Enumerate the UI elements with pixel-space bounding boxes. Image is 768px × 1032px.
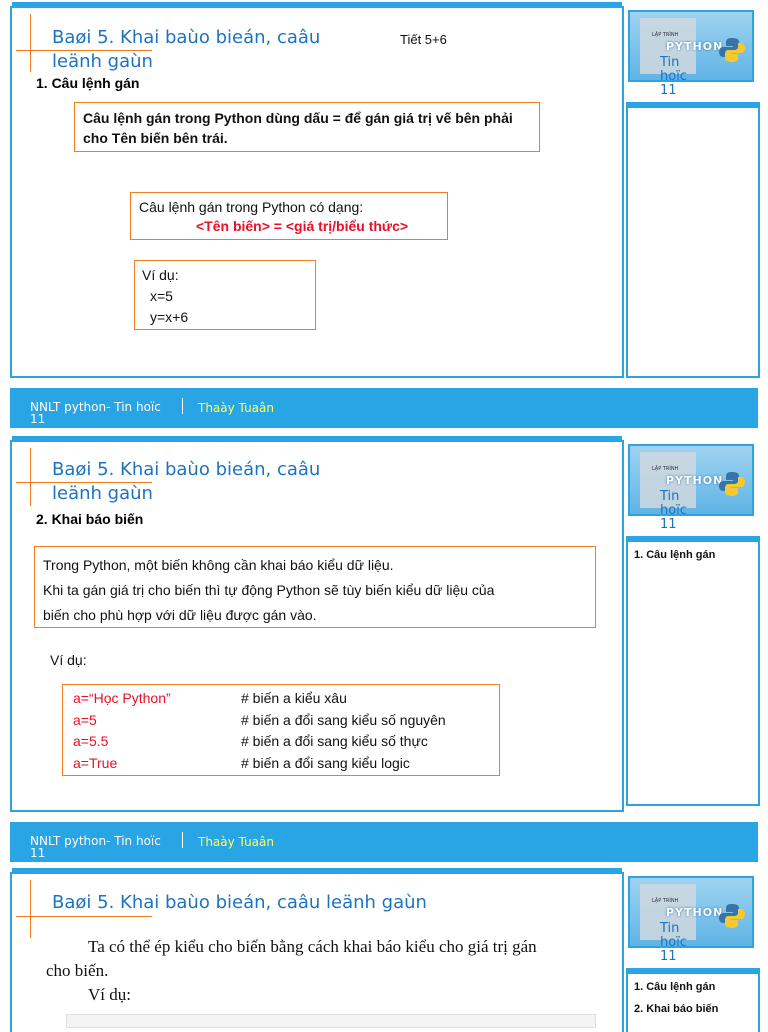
- logo-subject: Tin hoïc 11: [660, 489, 687, 532]
- slide-2-example-label: Ví dụ:: [50, 652, 87, 668]
- example-code: a=True: [73, 754, 118, 771]
- slide-3-paragraph-line2: cho biến.: [46, 961, 109, 980]
- slide-3-title-cross-vertical: [30, 880, 31, 938]
- slide-3-code-box: [66, 1014, 596, 1028]
- slide-1-footer: [10, 388, 758, 428]
- example-comment: # biến a đổi sang kiểu số thực: [241, 733, 428, 749]
- logo-python-text: PYTHON: [666, 906, 724, 919]
- slide-2-outline-panel: [626, 540, 760, 806]
- example-line: y=x+6: [150, 309, 189, 325]
- logo-python-text: PYTHON: [666, 474, 724, 487]
- example-code: a=“Học Python”: [73, 690, 171, 706]
- slide-2-heading: 2. Khai báo biến: [36, 511, 144, 527]
- slide-2-title-line1: Baøi 5. Khai baùo bieán, caâu: [52, 459, 321, 480]
- definition-text: Câu lệnh gán trong Python dùng dấu = để gán giá trị vế bên phải cho Tên biến bên trái.: [83, 110, 513, 146]
- example-row: [73, 688, 489, 710]
- slide-3-paragraph-line1: Ta có thể ép kiểu cho biến bằng cách khai báo kiểu cho giá trị gán: [88, 937, 537, 956]
- declaration-line: Trong Python, một biến không cần khai báo kiểu dữ liệu.: [43, 557, 394, 573]
- slide-1-title-line2: leänh gaùn: [52, 51, 153, 72]
- outline-item[interactable]: 1. Câu lệnh gán: [634, 549, 716, 561]
- slide-1-title-line1: Baøi 5. Khai baùo bieán, caâu: [52, 27, 321, 48]
- example-row: [73, 753, 489, 775]
- example-code: a=5: [73, 711, 97, 728]
- python-logo-icon: [718, 902, 746, 930]
- outline-item[interactable]: 1. Câu lệnh gán: [634, 981, 716, 993]
- syntax-box: [130, 192, 448, 240]
- logo-small-text: LẬP TRÌNH: [652, 898, 679, 904]
- footer-teacher: Thaày Tuaân: [198, 835, 274, 849]
- slide-2-title-cross-vertical: [30, 448, 31, 506]
- logo-small-text: LẬP TRÌNH: [652, 32, 679, 38]
- slide-3-example-label: Ví dụ:: [88, 985, 131, 1004]
- declaration-box: [34, 546, 596, 628]
- slide-3-title-cross-horizontal: [16, 916, 152, 917]
- outline-item[interactable]: 2. Khai báo biến: [634, 1003, 719, 1015]
- logo-subject: Tin hoïc 11: [660, 921, 687, 964]
- example-row: [73, 731, 489, 753]
- example-row: [73, 710, 489, 732]
- slide-1-logo: [628, 10, 754, 98]
- example-code: a=5.5: [73, 733, 109, 749]
- example-box-1: [134, 260, 316, 330]
- declaration-line: biến cho phù hợp với dữ liệu được gán vào.: [43, 607, 317, 623]
- syntax-form: <Tên biến> = <giá trị/biểu thức>: [196, 218, 409, 234]
- slide-1-outline-panel: [626, 106, 760, 378]
- slide-3-outline-panel: [626, 972, 760, 1032]
- slide-2-title-line2: leänh gaùn: [52, 483, 153, 504]
- example-comment: # biến a kiểu xâu: [241, 690, 347, 706]
- footer-course: NNLT python- Tin hoïc 11: [30, 400, 161, 426]
- footer-separator: [182, 832, 183, 848]
- example-line: x=5: [150, 288, 173, 304]
- python-logo-icon: [718, 470, 746, 498]
- example-box-2: [62, 684, 500, 776]
- example-comment: # biến a đổi sang kiểu logic: [241, 754, 410, 771]
- definition-box: [74, 102, 540, 152]
- slide-3-logo: [628, 876, 754, 964]
- logo-python-text: PYTHON: [666, 40, 724, 53]
- slide-2-logo: [628, 444, 754, 532]
- slide-2-footer: [10, 822, 758, 862]
- logo-subject: Tin hoïc 11: [660, 55, 687, 98]
- footer-course: NNLT python- Tin hoïc 11: [30, 834, 161, 860]
- example-comment: # biến a đổi sang kiểu số nguyên: [241, 711, 446, 728]
- slide-1-title-cross-vertical: [30, 14, 31, 72]
- syntax-intro: Câu lệnh gán trong Python có dạng:: [139, 199, 364, 215]
- slide-1-heading: 1. Câu lệnh gán: [36, 75, 140, 91]
- example-label: Ví dụ:: [142, 267, 179, 283]
- footer-separator: [182, 398, 183, 414]
- footer-teacher: Thaày Tuaân: [198, 401, 274, 415]
- logo-small-text: LẬP TRÌNH: [652, 466, 679, 472]
- python-logo-icon: [718, 36, 746, 64]
- declaration-line: Khi ta gán giá trị cho biến thì tự động Python sẽ tùy biến kiểu dữ liệu của: [43, 582, 495, 598]
- slide-3-title: Baøi 5. Khai baùo bieán, caâu leänh gaùn: [52, 892, 427, 913]
- lesson-period: Tiết 5+6: [400, 32, 447, 47]
